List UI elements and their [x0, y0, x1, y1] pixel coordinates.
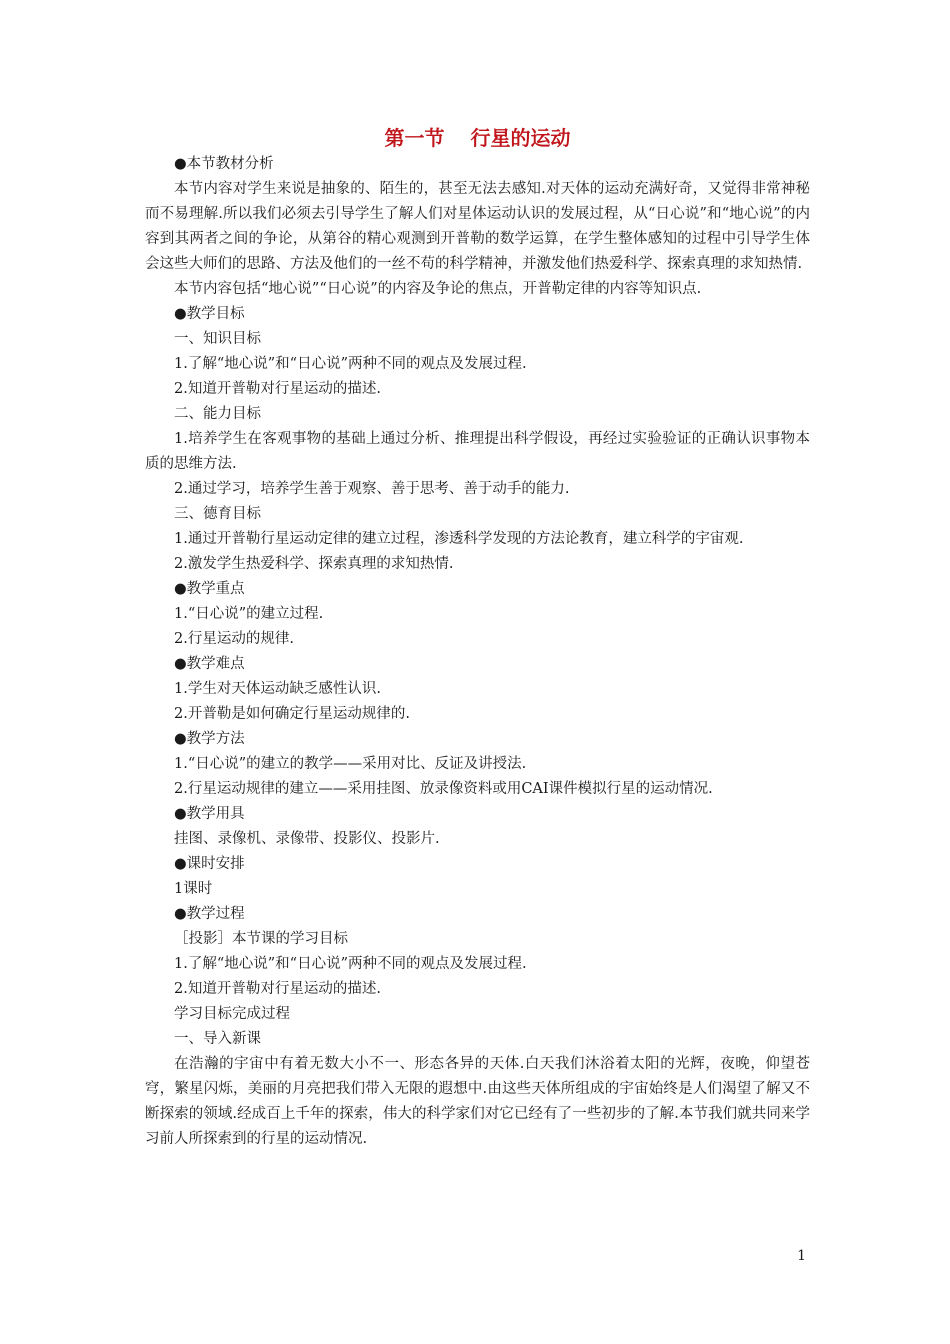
text-line: ●教学目标 [174, 306, 245, 322]
text-line: 2.行星运动规律的建立——采用挂图、放录像资料或用CAI课件模拟行星的运动情况. [174, 781, 713, 797]
text-line: 二、能力目标 [174, 406, 261, 422]
section-name: 行星的运动 [470, 126, 571, 150]
text-line: ●课时安排 [174, 856, 245, 872]
text-line: 1.学生对天体运动缺乏感性认识. [174, 681, 381, 697]
paragraph: 在浩瀚的宇宙中有着无数大小不一、形态各异的天体.白天我们沐浴着太阳的光辉，夜晚，仰望苍穹，繁星闪烁，美丽的月亮把我们带入无限的遐想中.由这些天体所组成的宇宙始终是人们渴望了解又不断探索的领域.经成百上千年的探索，伟大的科学家们对它已经有了一些初步的了解.本节我们就共同来学习前人所探索到的行星的运动情况. [145, 1056, 810, 1147]
text-line: 一、知识目标 [174, 331, 261, 347]
text-line: 2.知道开普勒对行星运动的描述. [174, 981, 381, 997]
text-line: 1.“日心说”的建立的教学——采用对比、反证及讲授法. [174, 756, 527, 772]
paragraph: 本节内容包括“地心说”“日心说”的内容及争论的焦点，开普勒定律的内容等知识点. [174, 281, 702, 297]
text-line: 2.知道开普勒对行星运动的描述. [174, 381, 381, 397]
page-number: 1 [797, 1248, 806, 1264]
text-line: ［投影］本节课的学习目标 [174, 931, 348, 947]
text-line: ●本节教材分析 [174, 156, 274, 172]
text-line: 三、德育目标 [174, 506, 261, 522]
text-line: ●教学重点 [174, 581, 245, 597]
text-line: ●教学方法 [174, 731, 245, 747]
text-line: 1课时 [174, 881, 213, 897]
text-line: 一、导入新课 [174, 1031, 261, 1047]
section-title [145, 124, 810, 152]
document-page [145, 124, 810, 1152]
paragraph: 本节内容对学生来说是抽象的、陌生的，甚至无法去感知.对天体的运动充满好奇，又觉得非常神秘而不易理解.所以我们必须去引导学生了解人们对星体运动认识的发展过程，从“日心说”和“地心说”的内容到其两者之间的争论，从第谷的精心观测到开普勒的数学运算，在学生整体感知的过程中引导学生体会这些大师们的思路、方法及他们的一丝不苟的科学精神，并激发他们热爱科学、探索真理的求知热情. [145, 181, 810, 272]
paragraph: 1.通过开普勒行星运动定律的建立过程，渗透科学发现的方法论教育，建立科学的宇宙观. [174, 531, 744, 547]
text-line: 1.了解“地心说”和“日心说”两种不同的观点及发展过程. [174, 356, 527, 372]
text-line: ●教学过程 [174, 906, 245, 922]
text-line: 2.开普勒是如何确定行星运动规律的. [174, 706, 410, 722]
text-line: 1.“日心说”的建立过程. [174, 606, 324, 622]
text-line: 2.通过学习，培养学生善于观察、善于思考、善于动手的能力. [174, 481, 570, 497]
body-text [145, 152, 810, 1152]
text-line: 挂图、录像机、录像带、投影仪、投影片. [174, 831, 440, 847]
text-line: 2.激发学生热爱科学、探索真理的求知热情. [174, 556, 454, 572]
text-line: ●教学难点 [174, 656, 245, 672]
paragraph: 1.培养学生在客观事物的基础上通过分析、推理提出科学假设，再经过实验验证的正确认识事物本质的思维方法. [145, 431, 810, 472]
text-line: ●教学用具 [174, 806, 245, 822]
text-line: 学习目标完成过程 [174, 1006, 290, 1022]
text-line: 1.了解“地心说”和“日心说”两种不同的观点及发展过程. [174, 956, 527, 972]
section-number: 第一节 [384, 126, 445, 150]
text-line: 2.行星运动的规律. [174, 631, 294, 647]
